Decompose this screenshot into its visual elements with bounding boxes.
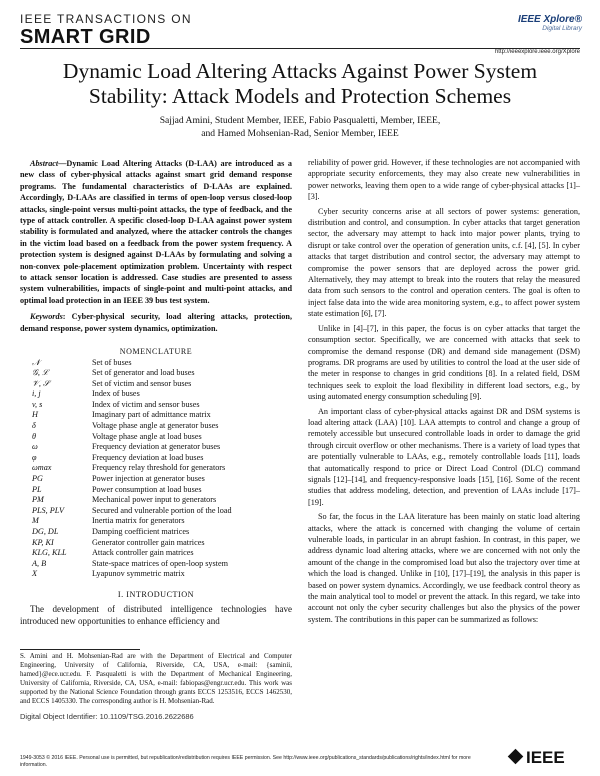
nomenclature-row (20, 506, 232, 517)
right-paragraph-5: So far, the focus in the LAA literature has been mainly on static load altering attacks, where the attack is concerned with changing the volume of certain vulnerable loads, in particular in an abrupt fashion. In contrast, in this paper, we address dynamic load altering attacks, where we are concerned with not only the amount of the change in the compromised load but also the trajectory over time at which the load is changed. Unlike in [10], [17]–[19], the analysis in this paper is based on power system dynamics. Accordingly, we use feedback control theory as the main analytical tool to model or prevent the attack. In this regard, we take into account not only the cyber security challenges but also the physics of the power system. The contributions in this paper can be summarized as follows: (308, 512, 580, 624)
nomenclature-symbol: H (32, 410, 38, 420)
nomenclature-description: Imaginary part of admittance matrix (92, 410, 211, 420)
nomenclature-description: Index of buses (92, 389, 140, 399)
nomenclature-description: Mechanical power input to generators (92, 495, 217, 505)
title-line-2: Stability: Attack Models and Protection Schemes (88, 84, 512, 108)
nomenclature-symbol: X (32, 569, 38, 579)
ieee-xplore-logo[interactable] (482, 14, 582, 32)
nomenclature-row (20, 442, 232, 453)
nomenclature-row (20, 410, 232, 421)
nomenclature-symbol: PM (32, 495, 44, 505)
author-list (20, 114, 580, 140)
nomenclature-row (20, 400, 232, 411)
nomenclature-symbol: θ (32, 431, 37, 441)
keywords-label: Keywords (30, 312, 63, 322)
nomenclature-row (20, 495, 232, 506)
right-column (308, 157, 580, 625)
nomenclature-symbol: A, B (32, 558, 47, 568)
nomenclature-description: Set of generator and load buses (92, 368, 195, 378)
nomenclature-description: Index of victim and sensor buses (92, 399, 200, 409)
nomenclature-row (20, 432, 232, 443)
nomenclature-symbol: KP, KI (32, 537, 54, 547)
left-column (20, 158, 292, 627)
nomenclature-symbol: 𝒱, 𝒮 (32, 378, 50, 388)
right-paragraph-2: Cyber security concerns arise at all sectors of power systems: generation, distribution and control, and consumption. In cyber attacks that target generation sector, the adversary may attempt to hack into major power plants, trying to disrupt or take control over the operation of generation units, c.f. [4], [5]. In cyber attacks that target distribution and control sector, the adversary may attempt to compromise the power sensors that are deployed across the power grid. Alternatively, they may attempt to break into the routers that relay the measured data from such sensors to the control and operation centers. The goal is often to inject false data into the wide area monitoring system, e.g., to affect power system state estimation [6], [7]. (308, 206, 580, 319)
nomenclature-description: Lyapunov symmetric matrix (92, 569, 185, 579)
nomenclature-symbol: ωmax (32, 463, 52, 473)
nomenclature-symbol: i, j (32, 389, 41, 399)
nomenclature-symbol: 𝒢, ℒ (32, 368, 48, 378)
nomenclature-symbol: M (32, 516, 39, 526)
nomenclature-description: Power injection at generator buses (92, 474, 205, 484)
nomenclature-description: Power consumption at load buses (92, 484, 202, 494)
section-heading-introduction: I. INTRODUCTION (117, 589, 195, 599)
paper-title (20, 59, 580, 109)
nomenclature-symbol: PL (32, 484, 42, 494)
nomenclature-row (20, 538, 232, 549)
nomenclature-symbol: KLG, KLL (32, 548, 67, 558)
nomenclature-heading: NOMENCLATURE (119, 347, 193, 357)
doi-line[interactable]: Digital Object Identifier: 10.1109/TSG.2016.2622686 (20, 712, 194, 721)
ieee-logo-text: IEEE (526, 748, 565, 767)
nomenclature-symbol: DG, DL (32, 527, 59, 536)
nomenclature-row (20, 463, 232, 474)
abstract-text: —Dynamic Load Altering Attacks (D-LAA) are introduced as a new class of cyber-physical attacks against smart grid demand response programs. The fundamental characteristics of D-LAAs are explained. Accordingly, D-LAAs are classified in terms of open-loop versus closed-loop attacks, single-point versus multi-point attacks, the type of feedback, and the type of attack controller. A specific closed-loop D-LAA against power system stability is formulated and analyzed, where the attacker controls the changes in the victim load based on a feedback from the power system frequency. A protection system is designed against D-LAAs by formulating and solving a non-convex pole-placement optimization problem. Uncertainty with respect to attack sensor location is addressed. Case studies are presented to assess system vulnerabilities, impacts of single-point and multi-point attacks, and optimal load protection in an IEEE 39 bus test system. (20, 159, 292, 305)
keywords-text: : Cyber-physical security, load altering attacks, protection, demand response, power system dynamics, optimization. (20, 312, 292, 333)
nomenclature-row (20, 516, 232, 527)
nomenclature-description: Frequency deviation at generator buses (92, 442, 221, 452)
nomenclature (20, 346, 292, 580)
author-footnote: S. Amini and H. Mohsenian-Rad are with the Department of Electrical and Computer Engineering, University of California, Riverside, CA, USA, e-mail: {saminii, hamed}@ece.ucr.edu. F. Pasqualetti is with the Department of Mechanical Engineering, University of California, Riverside, CA, USA, e-mail: fabiopas@engr.ucr.edu. This work was supported by the National Science Foundation through grants ECCS 1253516, ECCS 1462530, and ECCS 1405330. The corresponding author is H. Mohsenian-Rad. (20, 652, 292, 705)
nomenclature-description: Set of buses (92, 357, 132, 367)
nomenclature-row (20, 379, 232, 390)
footnote-rule (20, 649, 140, 650)
ieee-logo (510, 748, 565, 768)
intro-paragraph: The development of distributed intelligence technologies have introduced new opportunities to enhance efficiency and (20, 604, 292, 627)
nomenclature-symbol: ω (32, 442, 38, 452)
xplore-brand: IEEE Xplore® (517, 14, 582, 25)
nomenclature-row (20, 548, 232, 559)
nomenclature-symbol: PLS, PLV (32, 505, 64, 515)
title-line-1: Dynamic Load Altering Attacks Against Power System (62, 59, 538, 83)
nomenclature-table (20, 358, 232, 580)
nomenclature-symbol: φ (32, 452, 37, 462)
nomenclature-symbol: PG (32, 474, 43, 484)
xplore-url[interactable]: http://ieeexplore.ieee.org/Xplore (494, 49, 580, 55)
nomenclature-row (20, 485, 232, 496)
journal-name-line1: IEEE TRANSACTIONS ON (20, 12, 192, 26)
copyright-notice: 1949-3053 © 2016 IEEE. Personal use is permitted, but republication/redistribution requires IEEE permission. See http://www.ieee.org/publications_standards/publications/rights/index.html for more information. (20, 755, 471, 768)
nomenclature-description: Generator controller gain matrices (92, 537, 205, 547)
nomenclature-description: Frequency deviation at load buses (92, 452, 204, 462)
nomenclature-description: Attack controller gain matrices (92, 548, 194, 558)
nomenclature-row (20, 559, 232, 570)
nomenclature-description: State-space matrices of open-loop system (92, 558, 228, 568)
xplore-subtitle: Digital Library (542, 25, 582, 32)
right-paragraph-1: reliability of power grid. However, if these technologies are not accompanied with appropriate security enforcements, they may also create new vulnerabilities in power networks, leaving them open to a wide range of cyber-physical attacks [1]–[3]. (308, 158, 580, 202)
right-paragraph-3: Unlike in [4]–[7], in this paper, the focus is on cyber attacks that target the consumption sector. Specifically, we are concerned with attacks that seek to compromise the demand response (DR) and demand side management (DSM) programs. DR programs are used by utilities to control the load at the user side of the meter in response to changes in grid conditions [8]. In a related field, DSM techniques seek to exploit the load flexibility in different load sectors, e.g., by using automated energy consumption scheduling [9]. (308, 323, 580, 402)
nomenclature-description: Voltage phase angle at load buses (92, 431, 202, 441)
nomenclature-row (20, 368, 232, 379)
nomenclature-symbol: 𝒩 (32, 357, 40, 367)
nomenclature-description: Inertia matrix for generators (92, 516, 185, 526)
authors-line-2: and Hamed Mohsenian-Rad, Senior Member, IEEE (201, 128, 399, 139)
nomenclature-description: Secured and vulnerable portion of the load (92, 505, 232, 515)
journal-name-line2: SMART GRID (20, 26, 151, 48)
nomenclature-description: Set of victim and sensor buses (92, 378, 192, 388)
nomenclature-symbol: δ (32, 421, 36, 431)
nomenclature-symbol: v, s (32, 399, 43, 409)
nomenclature-row (20, 569, 232, 580)
nomenclature-row (20, 527, 232, 538)
keywords (20, 311, 292, 334)
nomenclature-description: Frequency relay threshold for generators (92, 463, 226, 473)
nomenclature-row (20, 421, 232, 432)
ieee-diamond-icon (508, 749, 524, 765)
nomenclature-description: Damping coefficient matrices (92, 527, 190, 536)
authors-line-1: Sajjad Amini, Student Member, IEEE, Fabio Pasqualetti, Member, IEEE, (159, 115, 441, 126)
abstract-label: Abstract (30, 159, 59, 168)
nomenclature-row (20, 358, 232, 369)
nomenclature-row (20, 453, 232, 464)
abstract (20, 158, 292, 306)
nomenclature-row (20, 474, 232, 485)
nomenclature-row (20, 389, 232, 400)
right-paragraph-4: An important class of cyber-physical attacks against DR and DSM systems is load altering attack (LAA) [10]. LAA attempts to control and change a group of remotely accessible but unsecured controllable loads in order to damage the grid through circuit overflow or other mechanisms. There is a variety of load types that are potentially vulnerable to LAAs, e.g., remotely controllable loads [11], loads that automatically respond to price or Direct Load Control (DLC) command signals [12]–[14], and frequency-responsive loads [15], [16]. Some of the recent studies that address modeling, detection, and prevention of LAAs include [17]–[19]. (308, 406, 580, 507)
nomenclature-description: Voltage phase angle at generator buses (92, 421, 219, 431)
